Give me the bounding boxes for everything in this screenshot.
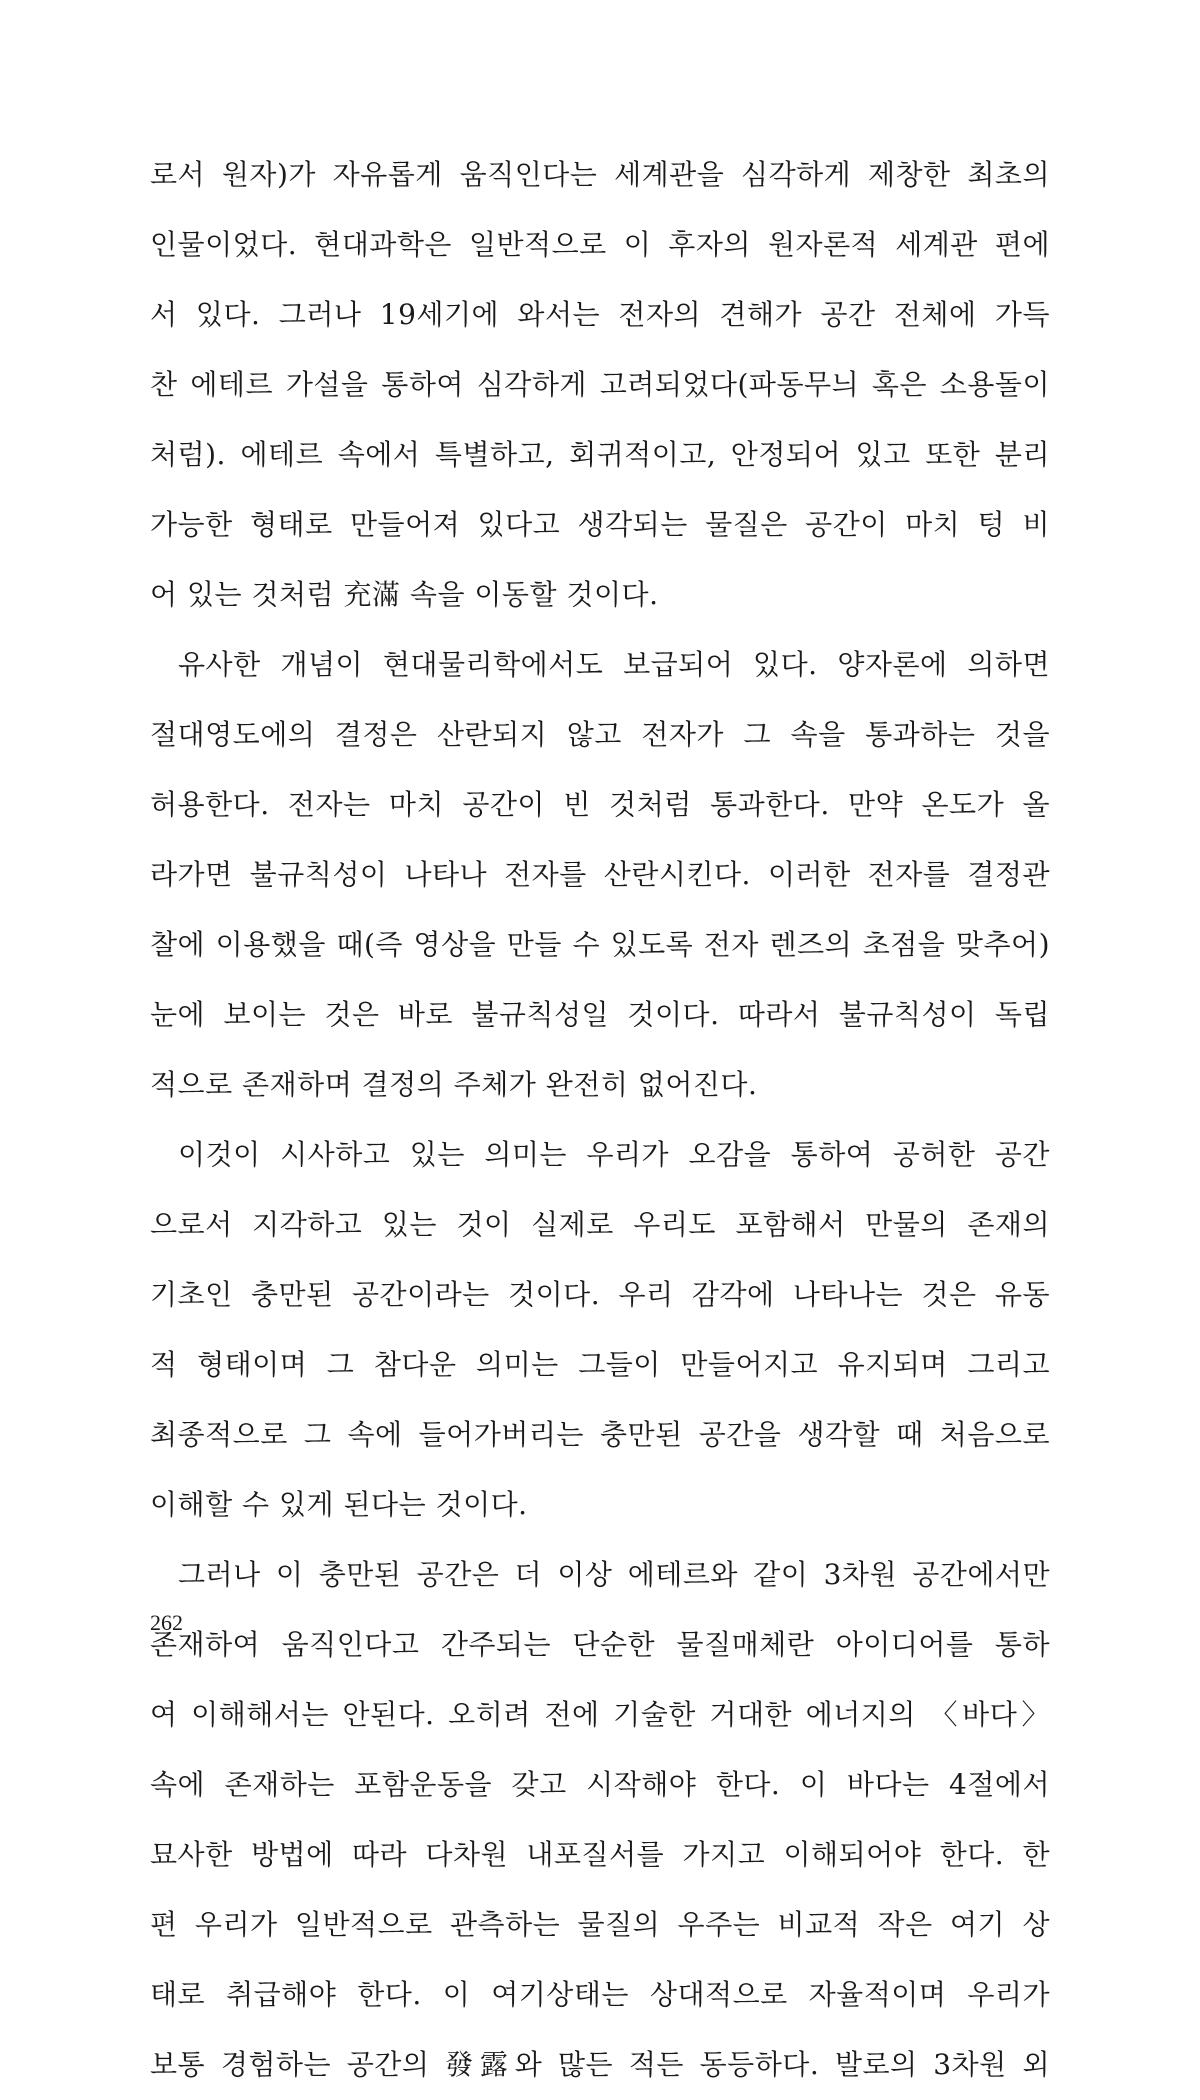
page-number: 262 [150, 1610, 183, 1635]
text-line: 찬 에테르 가설을 통하여 심각하게 고려되었다(파동무늬 혹은 소용돌이 [150, 368, 1050, 401]
text-line: 속에 존재하는 포함운동을 갖고 시작해야 한다. 이 바다는 4절에서 [150, 1768, 1050, 1801]
text-line: 적 형태이며 그 참다운 의미는 그들이 만들어지고 유지되며 그리고 [150, 1348, 1050, 1381]
text-line: 인물이었다. 현대과학은 일반적으로 이 후자의 원자론적 세계관 편에 [150, 228, 1050, 261]
text-line: 묘사한 방법에 따라 다차원 내포질서를 가지고 이해되어야 한다. 한 [150, 1838, 1050, 1871]
text-line: 이것이 시사하고 있는 의미는 우리가 오감을 통하여 공허한 공간 [178, 1138, 1050, 1171]
text-line: 으로서 지각하고 있는 것이 실제로 우리도 포함해서 만물의 존재의 [150, 1208, 1050, 1241]
text-line: 가능한 형태로 만들어져 있다고 생각되는 물질은 공간이 마치 텅 비 [150, 508, 1050, 541]
text-line: 처럼). 에테르 속에서 특별하고, 회귀적이고, 안정되어 있고 또한 분리 [150, 438, 1050, 471]
text-line: 적으로 존재하며 결정의 주체가 완전히 없어진다. [150, 1068, 758, 1101]
body-text [150, 140, 1050, 2100]
text-line: 유사한 개념이 현대물리학에서도 보급되어 있다. 양자론에 의하면 [178, 648, 1050, 681]
text-line: 어 있는 것처럼 充滿 속을 이동할 것이다. [150, 578, 659, 611]
text-line: 최종적으로 그 속에 들어가버리는 충만된 공간을 생각할 때 처음으로 [150, 1418, 1050, 1451]
text-line: 그러나 이 충만된 공간은 더 이상 에테르와 같이 3차원 공간에서만 [178, 1558, 1050, 1591]
text-line: 태로 취급해야 한다. 이 여기상태는 상대적으로 자율적이며 우리가 [150, 1978, 1050, 2011]
text-line: 보통 경험하는 공간의 發露와 많든 적든 동등하다. 발로의 3차원 외 [150, 2048, 1050, 2081]
text-line: 허용한다. 전자는 마치 공간이 빈 것처럼 통과한다. 만약 온도가 올 [150, 788, 1050, 821]
text-line: 눈에 보이는 것은 바로 불규칙성일 것이다. 따라서 불규칙성이 독립 [150, 998, 1050, 1031]
text-line: 존재하여 움직인다고 간주되는 단순한 물질매체란 아이디어를 통하 [150, 1628, 1050, 1661]
text-line: 서 있다. 그러나 19세기에 와서는 전자의 견해가 공간 전체에 가득 [150, 298, 1050, 331]
text-line: 편 우리가 일반적으로 관측하는 물질의 우주는 비교적 작은 여기 상 [150, 1908, 1050, 1941]
text-line: 이해할 수 있게 된다는 것이다. [150, 1488, 528, 1521]
text-line: 로서 원자)가 자유롭게 움직인다는 세계관을 심각하게 제창한 최초의 [150, 158, 1050, 191]
text-line: 기초인 충만된 공간이라는 것이다. 우리 감각에 나타나는 것은 유동 [150, 1278, 1050, 1311]
text-line: 절대영도에의 결정은 산란되지 않고 전자가 그 속을 통과하는 것을 [150, 718, 1050, 751]
text-line: 라가면 불규칙성이 나타나 전자를 산란시킨다. 이러한 전자를 결정관 [150, 858, 1050, 891]
text-line: 찰에 이용했을 때(즉 영상을 만들 수 있도록 전자 렌즈의 초점을 맞추어) [150, 928, 1050, 961]
text-line: 여 이해해서는 안된다. 오히려 전에 기술한 거대한 에너지의 〈바다〉 [150, 1698, 1050, 1731]
